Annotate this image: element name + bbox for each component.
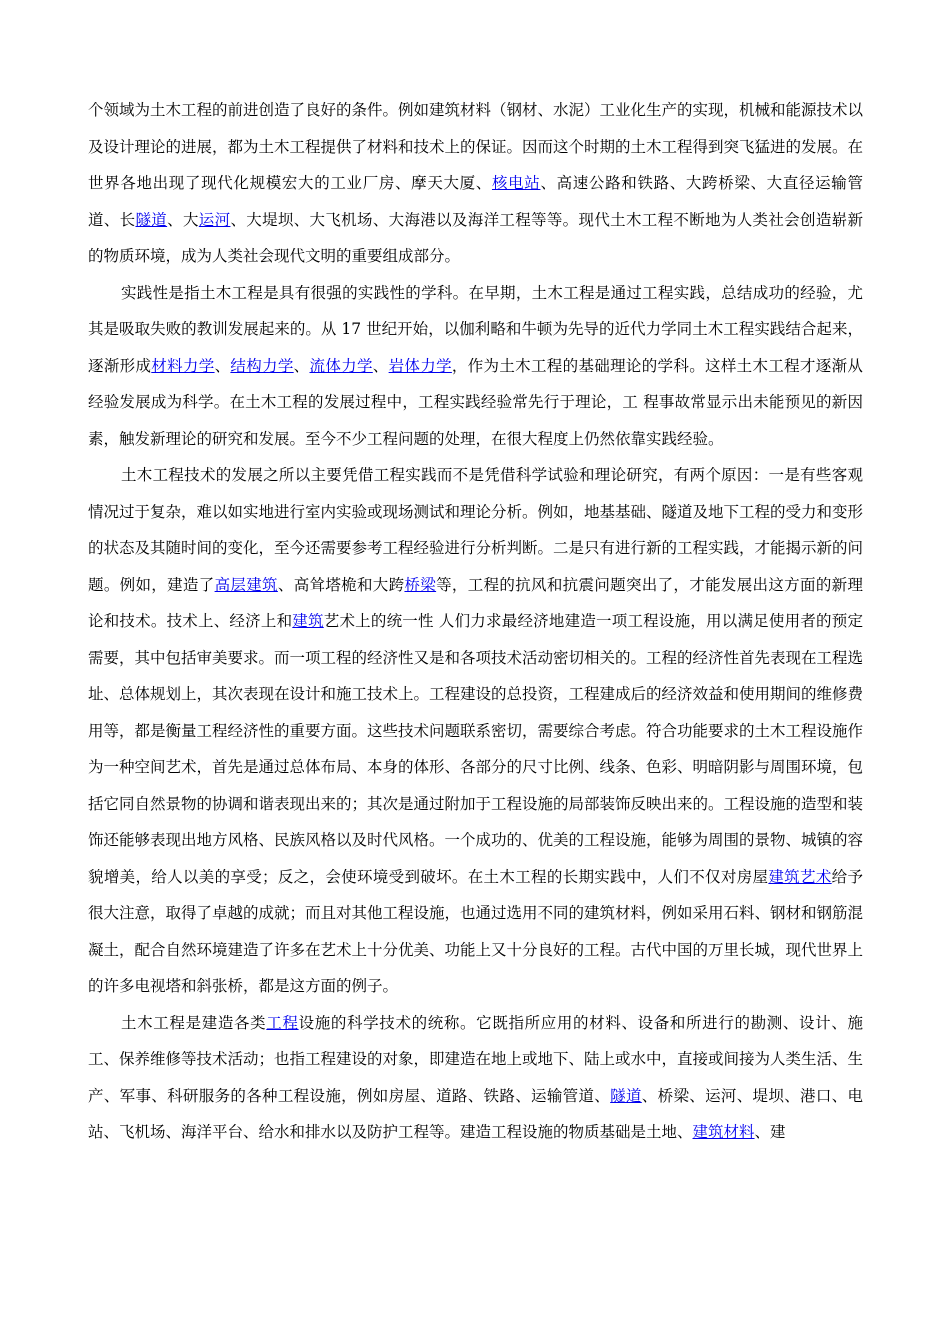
document-page [88,92,863,1151]
paragraph-text: 、建 [754,1123,786,1141]
paragraph-text: 土木工程是建造各类 [121,1013,267,1032]
paragraph-3 [88,457,863,1005]
paragraph-4 [88,1005,863,1151]
paragraph-text: 艺术上的统一性 人们力求最经济地建造一项工程设施，用以满足使用者的预定需要，其中包括审美要求。而一项工程的经济性又是和各项技术活动密切相关的。工程的经济性首先表现在工程选址、总体规划上，其次表现在设计和施工技术上。工程建设的总投资，工程建成后的经济效益和使用期间的维修费用等，都是衡量工程经济性的重要方面。这些技术问题联系密切，需要综合考虑。符合功能要求的土木工程设施作为一种空间艺术，首先是通过总体布局、本身的体形、各部分的尺寸比例、线条、色彩、明暗阴影与周围环境，包括它同自然景物的协调和谐表现出来的；其次是通过附加于工程设施的局部装饰反映出来的。工程设施的造型和装饰还能够表现出地方风格、民族风格以及时代风格。一个成功的、优美的工程设施，能够为周围的景物、城镇的容貌增美，给人以美的享受；反之，会使环境受到破坏。在土木工程的长期实践中，人们不仅对房屋 [88,612,864,886]
paragraph-text: 、大 [167,210,199,229]
paragraph-text: 土木工程技术的发展之所以主要凭借工程实践而不是凭借科学试验和理论研究，有两个原因：一是有些客观情况过于复杂，难以如实地进行室内实验或现场测试和理论分析。例如，地基基础、隧道及地下工程的受力和变形的状态及其随时间的变化，至今还需要参考工程经验进行分析判断。二是只有进行新的工程实践，才能揭示新的问题。例如，建造了 [88,466,864,594]
hyperlink[interactable]: 桥梁 [404,575,437,594]
hyperlink[interactable]: 结构力学 [230,356,294,375]
paragraph-text: 、 [372,356,389,375]
paragraph-text: 实践性是指土木工程是具有很强的实践性的学科。在早期，土木工程是通过工程实践，总结成功的经验，尤其是吸取失败的教训发展起来的。从 17 世纪开始，以伽利略和牛顿为先导的近代力学同土木工程实践结合起来，逐渐形成 [88,283,863,375]
paragraph-text: ，作为土木工程的基础理论的学科。这样土木工程才逐渐从经验发展成为科学。在土木工程的发展过程中，工程实践经验常先行于理论，工 程事故常显示出未能预见的新因素，触发新理论的研究和发展。至今不少工程问题的处理，在很大程度上仍然依靠实践经验。 [88,356,863,448]
paragraph-text: 设施的科学技术的统称。它既指所应用的材料、设备和所进行的勘测、设计、施工、保养维修等技术活动；也指工程建设的对象，即建造在地上或地下、陆上或水中，直接或间接为人类生活、生产、军事、科研服务的各种工程设施，例如房屋、道路、铁路、运输管道、 [88,1013,864,1105]
hyperlink[interactable]: 高层建筑 [214,575,278,594]
hyperlink[interactable]: 建筑材料 [692,1123,755,1141]
paragraph-text: 、高耸塔桅和大跨 [277,575,405,594]
hyperlink[interactable]: 工程 [266,1013,299,1032]
hyperlink[interactable]: 流体力学 [309,356,373,375]
paragraph-text: 个领域为土木工程的前进创造了良好的条件。例如建筑材料（钢材、水泥）工业化生产的实现，机械和能源技术以及设计理论的进展，都为土木工程提供了材料和技术上的保证。因而这个时期的土木工程得到突飞猛进的发展。在世界各地出现了现代化规模宏大的工业厂房、摩天大厦、 [88,101,864,192]
paragraph-text: 、大堤坝、大飞机场、大海港以及海洋工程等等。现代土木工程不断地为人类社会创造崭新的物质环境，成为人类社会现代文明的重要组成部分。 [88,210,863,265]
paragraph-2 [88,275,863,458]
hyperlink[interactable]: 隧道 [135,210,168,229]
hyperlink[interactable]: 岩体力学 [388,356,452,375]
hyperlink[interactable]: 建筑 [292,612,324,630]
paragraph-1 [88,92,863,275]
paragraph-text: 、桥梁、运河、堤坝、港口、电站、飞机场、海洋平台、给水和排水以及防护工程等。建造工程设施的物质基础是土地、 [88,1086,863,1141]
hyperlink[interactable]: 建筑艺术 [768,867,832,886]
hyperlink[interactable]: 运河 [198,210,231,229]
paragraph-text: 、高速公路和铁路、大跨桥梁、大直径运输管道、长 [88,174,863,229]
hyperlink[interactable]: 核电站 [491,174,541,192]
paragraph-text: 、 [293,356,310,375]
paragraph-text: 等，工程的抗风和抗震问题突出了，才能发展出这方面的新理论和技术。技术上、经济上和 [88,575,863,630]
hyperlink[interactable]: 材料力学 [151,356,215,375]
hyperlink[interactable]: 隧道 [610,1086,642,1105]
paragraph-text: 、 [214,356,231,375]
paragraph-text: 给予很大注意，取得了卓越的成就；而且对其他工程设施，也通过选用不同的建筑材料，例如采用石料、钢材和钢筋混凝土，配合自然环境建造了许多在艺术上十分优美、功能上又十分良好的工程。古代中国的万里长城，现代世界上的许多电视塔和斜张桥，都是这方面的例子。 [88,867,864,995]
